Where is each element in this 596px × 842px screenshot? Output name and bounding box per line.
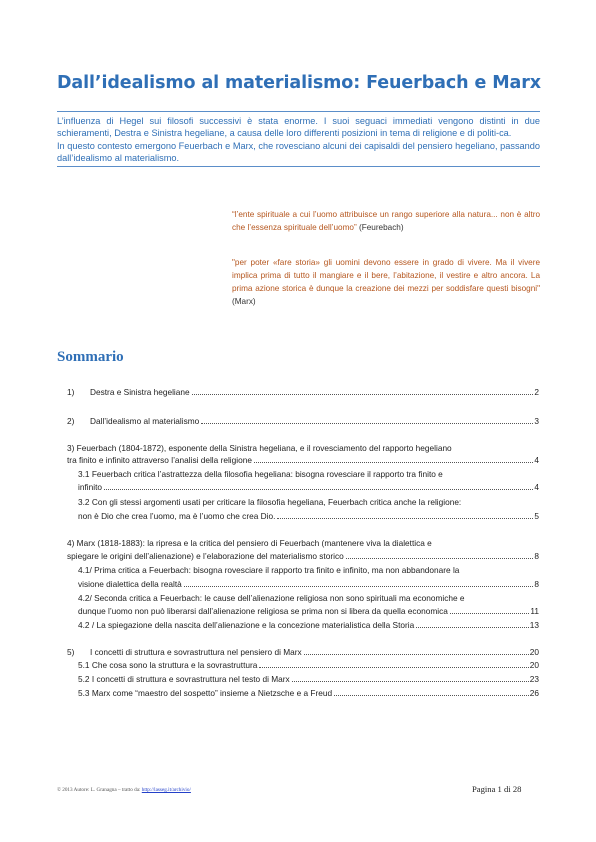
toc-text: non è Dio che crea l’uomo, ma è l’uomo che crea Dio. — [78, 511, 276, 521]
toc-number: 2) — [67, 416, 75, 426]
toc-leader-dots — [292, 680, 529, 682]
toc-page-number: 5 — [534, 511, 539, 521]
page-number: Pagina 1 di 28 — [472, 784, 522, 794]
intro-paragraph-1: L’influenza di Hegel sui filosofi successivi è stata enorme. I suoi seguaci immediati vengono distinti in due schieramenti, Destra e Sinistra hegeliane, a causa delle loro differenti posizioni in tema di religione e di politi-ca. — [57, 116, 540, 139]
toc-number: 5) — [67, 647, 75, 657]
toc-text: spiegare le origini dell’alienazione) e l’elaborazione del materialismo storico — [67, 551, 344, 561]
toc-page-number: 4 — [534, 482, 539, 492]
toc-text: 5.2 I concetti di struttura e sovrastruttura nel testo di Marx — [78, 674, 290, 684]
toc-entry-4-2-line1[interactable]: 4.2/ Seconda critica a Feuerbach: le cause dell’alienazione religiosa non sono spirituali ma economiche e — [78, 593, 465, 603]
toc-page-number: 23 — [529, 674, 539, 684]
toc-entry-3-line1[interactable]: 3) Feuerbach (1804-1872), esponente della Sinistra hegeliana, e il rovesciamento del rapporto hegeliano — [67, 443, 452, 453]
toc-text: Dall’idealismo al materialismo — [90, 416, 200, 426]
footer-copyright-text: © 2013 Autore: L. Granagna – tratto da: — [57, 787, 142, 793]
toc-entry-3-1[interactable] — [0, 481, 596, 493]
toc-text: Destra e Sinistra hegeliane — [90, 387, 190, 397]
toc-text: tra finito e infinito attraverso l’analisi della religione — [67, 455, 252, 465]
toc-entry-3-2-line1[interactable]: 3.2 Con gli stessi argomenti usati per criticare la filosofia hegeliana, Feuerbach critica anche la religione: — [78, 497, 462, 507]
toc-entry-4-2b[interactable] — [0, 619, 596, 631]
toc-leader-dots — [201, 422, 533, 424]
toc-leader-dots — [277, 517, 533, 519]
toc-page-number: 13 — [529, 620, 539, 630]
toc-text: infinito — [78, 482, 102, 492]
toc-leader-dots — [254, 461, 533, 463]
quote-author: (Marx) — [232, 297, 256, 306]
toc-text: dunque l’uomo non può liberarsi dall’alienazione religiosa se prima non si libera da quella economica — [78, 606, 448, 616]
toc-leader-dots — [184, 585, 534, 587]
quote-text: "per poter «fare storia» gli uomini devono essere in grado di vivere. Ma il vivere implica prima di tutto il mangiare e il bere, l’abitazione, il vestire e altro ancora. La prima azione storica è dunque la creazione dei mezzi per soddisfare questi bisogni" — [232, 258, 540, 293]
toc-leader-dots — [416, 626, 529, 628]
toc-heading: Sommario — [57, 349, 124, 365]
toc-leader-dots — [192, 393, 534, 395]
toc-page-number: 26 — [529, 688, 539, 698]
intro-paragraph-2: In questo contesto emergono Feuerbach e Marx, che rovesciano alcuni dei capisaldi del pensiero hegeliano, passando dall’idealismo al materialismo. — [57, 140, 540, 163]
toc-entry-1[interactable] — [0, 386, 596, 398]
toc-entry-4-1-line1[interactable]: 4.1/ Prima critica a Feuerbach: bisogna rovesciare il rapporto tra finito e infinito, ma non abbandonare la — [78, 565, 460, 575]
toc-leader-dots — [259, 666, 528, 668]
toc-leader-dots — [304, 653, 529, 655]
toc-page-number: 2 — [534, 387, 539, 397]
toc-text: 5.1 Che cosa sono la struttura e la sovrastruttura — [78, 660, 258, 670]
toc-leader-dots — [346, 557, 534, 559]
toc-entry-5-2[interactable] — [0, 673, 596, 685]
toc-entry-2[interactable] — [0, 415, 596, 427]
toc-leader-dots — [104, 488, 533, 490]
quote-author: (Feurebach) — [358, 223, 404, 232]
toc-entry-3[interactable] — [0, 454, 596, 466]
toc-entry-5-1[interactable] — [0, 659, 596, 671]
toc-entry-3-1-line1[interactable]: 3.1 Feuerbach critica l’astrattezza della filosofia hegeliana: bisogna rovesciare il rapporto tra finito e — [78, 469, 443, 479]
quote-marx — [232, 256, 540, 308]
toc-entry-4-1[interactable] — [0, 578, 596, 590]
toc-text: 4.2 / La spiegazione della nascita dell’alienazione e la concezione materialistica della Storia — [78, 620, 415, 630]
page-title: Dall’idealismo al materialismo: Feuerbach e Marx — [57, 73, 541, 93]
footer-copyright — [57, 787, 191, 793]
toc-page-number: 20 — [529, 660, 539, 670]
toc-text: 5.3 Marx come “maestro del sospetto” insieme a Nietzsche e a Freud — [78, 688, 333, 698]
footer-link[interactable]: http://lasseg.it/archivio/ — [141, 787, 191, 793]
toc-page-number: 20 — [529, 647, 539, 657]
quote-feuerbach — [232, 208, 540, 234]
toc-text: I concetti di struttura e sovrastruttura nel pensiero di Marx — [90, 647, 302, 657]
toc-page-number: 8 — [534, 551, 539, 561]
toc-page-number: 4 — [534, 455, 539, 465]
toc-leader-dots — [334, 694, 529, 696]
toc-page-number: 3 — [534, 416, 539, 426]
toc-entry-5[interactable] — [0, 646, 596, 658]
toc-text: visione dialettica della realtà — [78, 579, 182, 589]
toc-entry-3-2[interactable] — [0, 510, 596, 522]
toc-page-number: 8 — [534, 579, 539, 589]
toc-page-number: 11 — [530, 606, 539, 616]
toc-entry-4[interactable] — [0, 550, 596, 562]
toc-entry-4-2[interactable] — [0, 605, 596, 617]
quote-text: “l’ente spirituale a cui l’uomo attribuisce un rango superiore alla natura... non è altro che l’essenza spirituale dell’uomo” — [232, 210, 540, 232]
toc-entry-4-line1[interactable]: 4) Marx (1818-1883): la ripresa e la critica del pensiero di Feuerbach (mantenere viva la dialettica e — [67, 538, 432, 548]
toc-entry-5-3[interactable] — [0, 687, 596, 699]
toc-number: 1) — [67, 387, 75, 397]
toc-leader-dots — [450, 612, 529, 614]
intro-box — [57, 111, 540, 167]
